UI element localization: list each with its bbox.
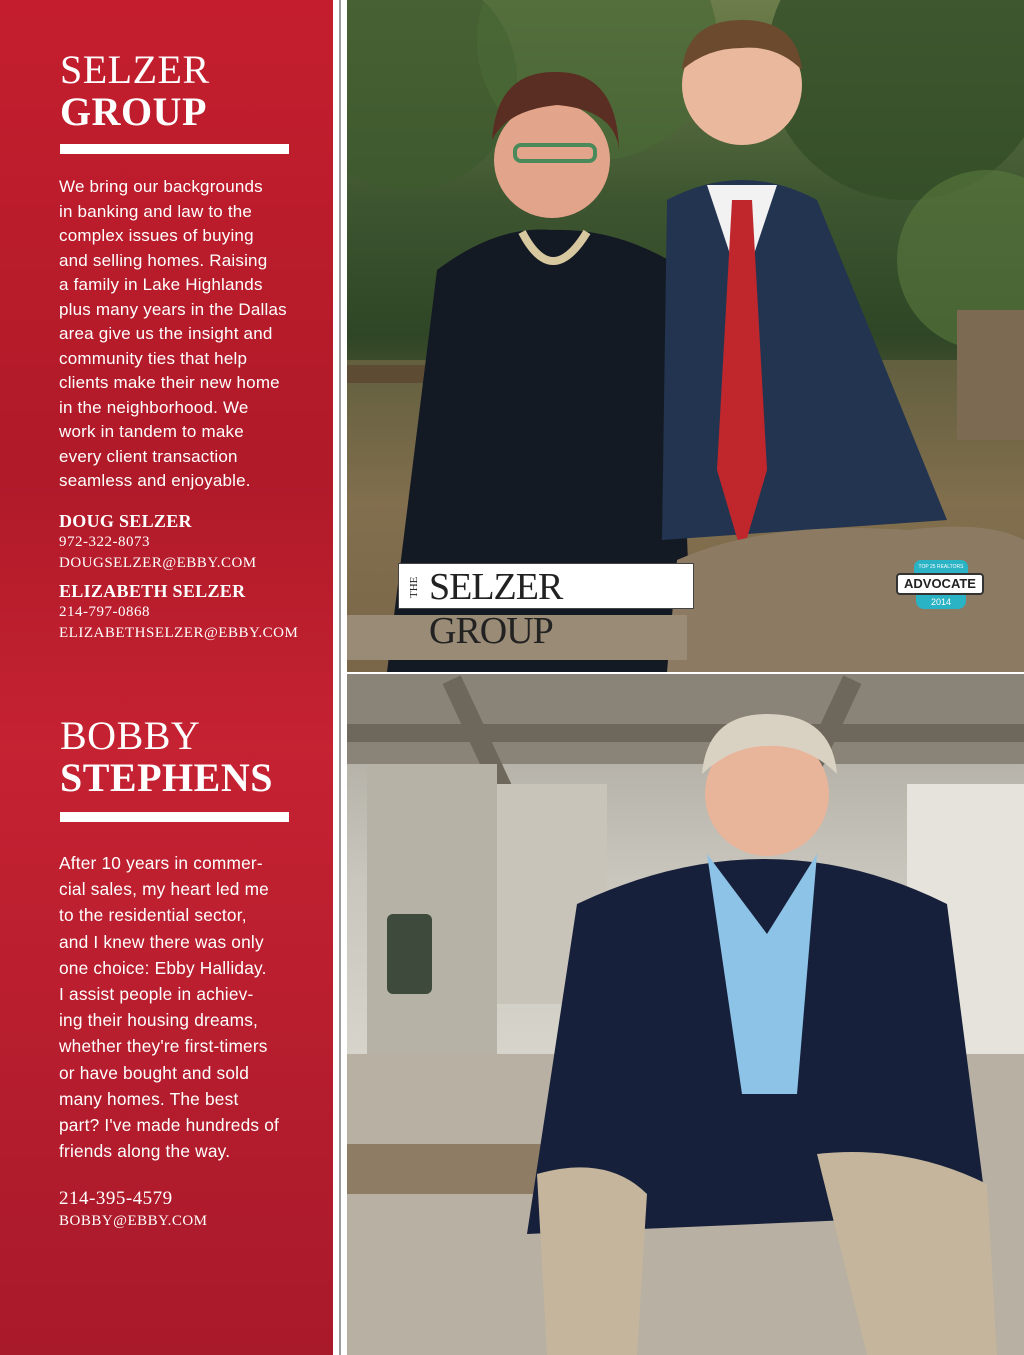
- contact-phone[interactable]: 214-395-4579: [59, 1188, 173, 1209]
- contact-email[interactable]: BOBBY@EBBY.COM: [59, 1213, 208, 1229]
- bio-line: clients make their new home: [59, 373, 280, 392]
- bio-line: and selling homes. Raising: [59, 250, 268, 270]
- bio-line: I assist people in achiev-: [59, 984, 254, 1005]
- bio-line: After 10 years in commer-: [59, 853, 263, 873]
- contact-phone[interactable]: 214-797-0868: [59, 604, 150, 620]
- bio-line: to the residential sector,: [59, 905, 247, 926]
- selzer-bio: [59, 175, 287, 494]
- bio-line: work in tandem to make: [59, 422, 244, 441]
- contact-phone[interactable]: 972-322-8073: [59, 534, 150, 550]
- contact-email[interactable]: ELIZABETHSELZER@EBBY.COM: [59, 625, 299, 641]
- badge-year-text: 2014: [916, 595, 966, 609]
- divider-line: [339, 0, 341, 1355]
- stephens-title-line1: BOBBY: [60, 713, 201, 758]
- badge-top-text: TOP 25 REALTORS: [914, 560, 968, 574]
- bio-line: one choice: Ebby Halliday.: [59, 957, 267, 978]
- selzer-title-rule: [60, 144, 289, 154]
- bio-line: part? I've made hundreds of: [59, 1115, 280, 1136]
- bio-line: and I knew there was only: [59, 931, 264, 952]
- bio-line: a family in Lake Highlands: [59, 275, 263, 294]
- badge-main-text: ADVOCATE: [896, 573, 984, 595]
- bio-line: every client transaction: [59, 446, 238, 466]
- logo-the-text: THE: [408, 576, 420, 598]
- bio-line: plus many years in the Dallas: [59, 299, 287, 319]
- stephens-title: [60, 713, 273, 800]
- bio-line: or have bought and sold: [59, 1062, 250, 1083]
- bio-line: whether they're first-timers: [59, 1036, 268, 1057]
- selzer-title: [60, 47, 210, 134]
- bio-line: seamless and enjoyable.: [59, 471, 251, 490]
- selzer-couple-photo: [347, 0, 1024, 672]
- bio-line: many homes. The best: [59, 1088, 239, 1109]
- contact-bobby: [59, 1187, 208, 1232]
- stephens-photo-illustration: [347, 674, 1024, 1355]
- bio-line: in banking and law to the: [59, 201, 253, 221]
- bio-line: community ties that help: [59, 348, 248, 368]
- bio-line: ing their housing dreams,: [59, 1010, 259, 1031]
- selzer-title-line1: SELZER: [60, 47, 210, 92]
- contact-email[interactable]: DOUGSELZER@EBBY.COM: [59, 555, 257, 571]
- stephens-bio: [59, 850, 279, 1164]
- selzer-group-logo: [398, 563, 694, 652]
- contact-name: DOUG SELZER: [59, 511, 192, 531]
- bio-line: area give us the insight and: [59, 324, 273, 343]
- advocate-badge: [896, 560, 986, 614]
- bio-line: complex issues of buying: [59, 226, 254, 245]
- bio-line: in the neighborhood. We: [59, 397, 249, 417]
- stephens-title-line2: STEPHENS: [60, 755, 273, 800]
- selzer-title-line2: GROUP: [60, 89, 207, 134]
- bio-line: cial sales, my heart led me: [59, 879, 269, 900]
- bio-line: friends along the way.: [59, 1141, 231, 1162]
- logo-name-text: SELZER GROUP: [429, 566, 563, 652]
- stephens-title-rule: [60, 812, 289, 822]
- contact-doug: [59, 510, 257, 574]
- bobby-stephens-photo: [347, 674, 1024, 1355]
- contact-elizabeth: [59, 580, 298, 644]
- bio-line: We bring our backgrounds: [59, 177, 263, 196]
- contact-name: ELIZABETH SELZER: [59, 581, 246, 601]
